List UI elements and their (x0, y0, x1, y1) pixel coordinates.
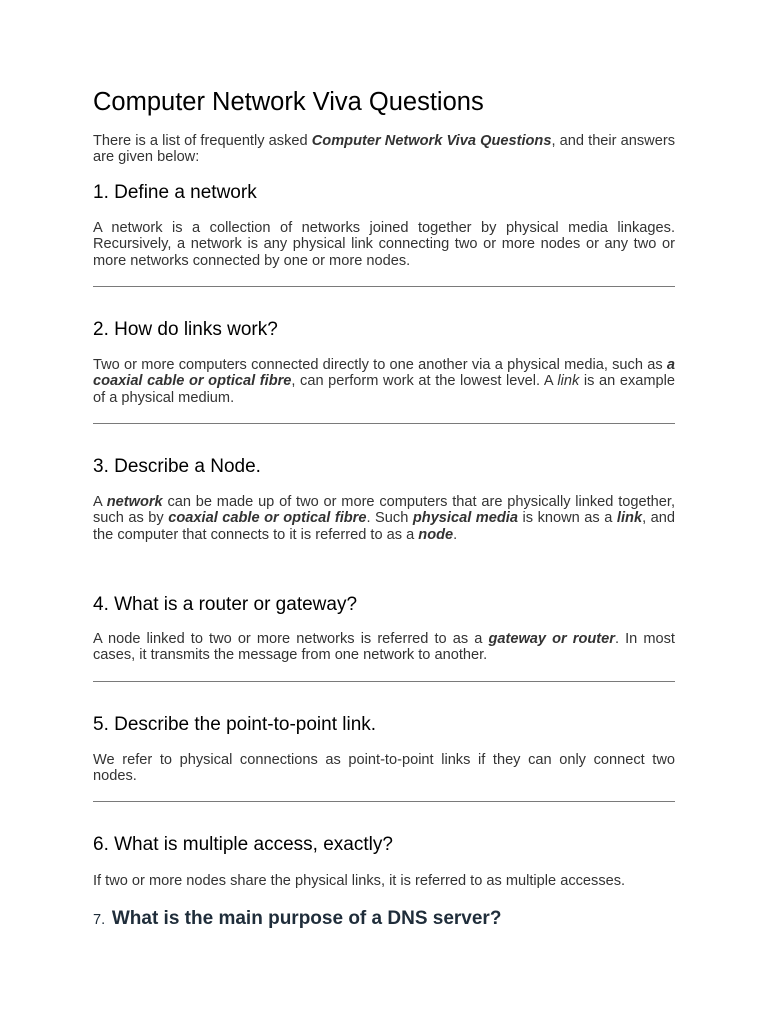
answer-text: A node linked to two or more networks is referred to as a (93, 631, 489, 647)
answer-text: , and the computer that connects to it is referred to as a (93, 510, 676, 543)
question-5-heading: 5. Describe the point-to-point link. (93, 714, 377, 735)
question-1-answer: A network is a collection of networks joined together by physical media linkages. Recursively, a network is any physical link connecting two or more nodes or any two or more networks connected by one or more nodes. (93, 220, 675, 269)
question-7-title: What is the main purpose of a DNS server? (111, 908, 502, 929)
question-4-answer (93, 631, 675, 664)
answer-emphasis: network (106, 494, 163, 510)
page-title: Computer Network Viva Questions (93, 88, 484, 116)
answer-text: . (453, 526, 458, 543)
question-7-number: 7. (93, 912, 106, 928)
section-divider (93, 423, 675, 424)
question-5-answer: We refer to physical connections as point-to-point links if they can only connect two nodes. (93, 752, 675, 785)
intro-text: There is a list of frequently asked (93, 133, 312, 149)
answer-emphasis: gateway or router (488, 631, 615, 647)
question-2-answer (93, 357, 675, 406)
question-3-heading: 3. Describe a Node. (93, 456, 261, 477)
question-2-heading: 2. How do links work? (93, 319, 278, 340)
question-1-heading: 1. Define a network (93, 182, 257, 203)
answer-emphasis: coaxial cable or optical fibre (168, 510, 367, 527)
intro-paragraph (93, 133, 675, 166)
answer-text: A (93, 494, 107, 510)
answer-text: . Such (366, 510, 413, 527)
question-6-answer: If two or more nodes share the physical links, it is referred to as multiple accesses. (93, 873, 626, 889)
question-7-heading (93, 905, 501, 932)
answer-emphasis: link (616, 510, 643, 527)
answer-emphasis: physical media (412, 510, 518, 527)
question-3-answer (93, 494, 675, 543)
answer-text: , can perform work at the lowest level. A (291, 373, 558, 390)
answer-emphasis: node (418, 526, 454, 543)
intro-emphasis: Computer Network Viva Questions (311, 133, 552, 149)
section-divider (93, 286, 675, 287)
answer-text: is an example of a physical medium. (93, 373, 675, 406)
section-divider (93, 681, 675, 682)
answer-text: is known as a (517, 510, 617, 527)
answer-emphasis: a coaxial cable or optical fibre (93, 357, 675, 390)
answer-italic: link (557, 373, 580, 390)
question-6-heading: 6. What is multiple access, exactly? (93, 834, 393, 855)
answer-text: Two or more computers connected directly to one another via a physical media, such as (93, 357, 667, 373)
intro-text-end: , and their answers are given below: (93, 133, 675, 166)
question-4-heading: 4. What is a router or gateway? (93, 594, 358, 615)
answer-text: . In most cases, it transmits the message from one network to another. (93, 631, 675, 664)
section-divider (93, 801, 675, 802)
answer-text: can be made up of two or more computers that are physically linked together, such as by (93, 494, 675, 527)
